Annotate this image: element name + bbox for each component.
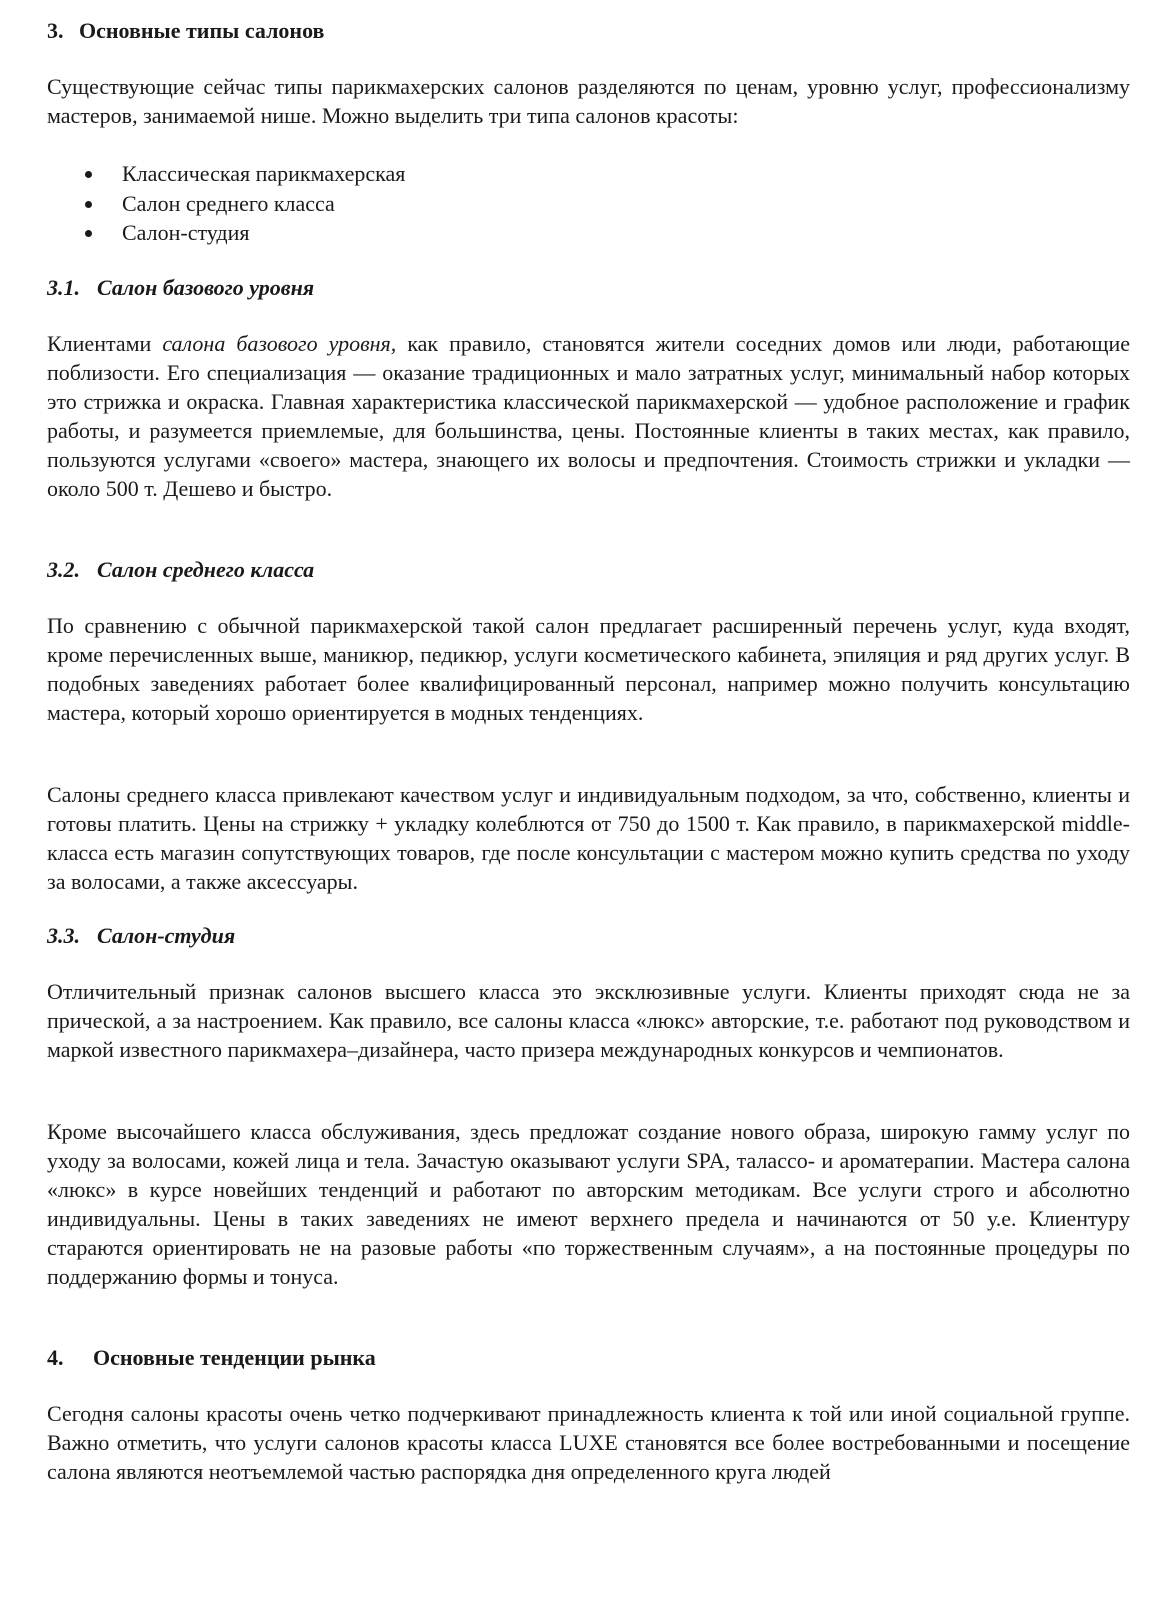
section-3-intro: Существующие сейчас типы парикмахерских салонов разделяются по ценам, уровню услуг, профессионализму мастеров, занимаемой нише. Можно выделить три типа салонов красоты: [47,74,1130,128]
list-item: Салон среднего класса [47,189,405,219]
section-number: 3.2. [47,557,80,582]
section-number: 4. [47,1345,64,1370]
section-3-1-paragraph: Клиентами салона базового уровня, как правило, становятся жители соседних домов или люди, работающие поблизости. Его специализация — оказание традиционных и мало затратных услуг, минимальный набор которых это стрижка и окраска. Главная характеристика классической парикмахерской — удобное расположение и график работы, и разумеется приемлемые, для большинства, цены. Постоянные клиенты в таких местах, как правило, пользуются услугами «своего» мастера, знающего их волосы и предпочтения. Стоимость стрижки и укладки — около 500 т. Дешево и быстро. [47,331,1131,501]
list-item: Классическая парикмахерская [47,159,405,189]
section-3-2-paragraph-2: Салоны среднего класса привлекают качеством услуг и индивидуальным подходом, за что, собственно, клиенты и готовы платить. Цены на стрижку + укладку колеблются от 750 до 1500 т. Как правило, в парикмахерской middle-класса есть магазин сопутствующих товаров, где после консультации с мастером можно купить средства по уходу за волосами, а также аксессуары. [47,782,1130,894]
section-3-2-paragraph-1: По сравнению с обычной парикмахерской такой салон предлагает расширенный перечень услуг, куда входят, кроме перечисленных выше, маникюр, педикюр, услуги косметического кабинета, эпиляция и ряд других услуг. В подобных заведениях работает более квалифицированный персонал, например можно получить консультацию мастера, который хорошо ориентируется в модных тенденциях. [47,613,1130,725]
section-title: Салон-студия [97,923,236,948]
section-3-1-heading [47,274,314,302]
bullet-icon [85,230,92,237]
list-item: Салон-студия [47,218,405,248]
section-number: 3.1. [47,275,80,300]
section-3-heading [47,17,324,45]
bullet-icon [85,201,92,208]
section-title: Основные тенденции рынка [93,1345,376,1370]
section-3-3-heading [47,922,235,950]
section-3-2-heading [47,556,314,584]
section-title: Салон базового уровня [97,275,315,300]
emphasis-text: салона базового уровня, [162,331,397,356]
bullet-icon [85,171,92,178]
section-title: Салон среднего класса [97,557,315,582]
section-3-3-paragraph-1: Отличительный признак салонов высшего класса это эксклюзивные услуги. Клиенты приходят сюда не за прической, а за настроением. Как правило, все салоны класса «люкс» авторские, т.е. работают под руководством и маркой известного парикмахера–дизайнера, часто призера международных конкурсов и чемпионатов. [47,979,1130,1062]
section-3-3-paragraph-2: Кроме высочайшего класса обслуживания, здесь предложат создание нового образа, широкую гамму услуг по уходу за волосами, кожей лица и тела. Зачастую оказывают услуги SPA, талассо- и ароматерапии. Мастера салона «люкс» в курсе новейших тенденций и работают по авторским методикам. Все услуги строго и абсолютно индивидуальны. Цены в таких заведениях не имеют верхнего предела и начинаются от 50 у.е. Клиентуру стараются ориентировать не на разовые работы «по торжественным случаям», а на постоянные процедуры по поддержанию формы и тонуса. [47,1119,1130,1289]
section-4-paragraph: Сегодня салоны красоты очень четко подчеркивают принадлежность клиента к той или иной социальной группе. Важно отметить, что услуги салонов красоты класса LUXE становятся все более востребованными и посещение салона являются неотъемлемой частью распорядка дня определенного круга людей [47,1401,1130,1484]
section-4-heading [47,1344,376,1372]
section-number: 3. [47,18,64,43]
section-title: Основные типы салонов [79,18,325,43]
salon-types-list [47,159,405,248]
section-number: 3.3. [47,923,80,948]
